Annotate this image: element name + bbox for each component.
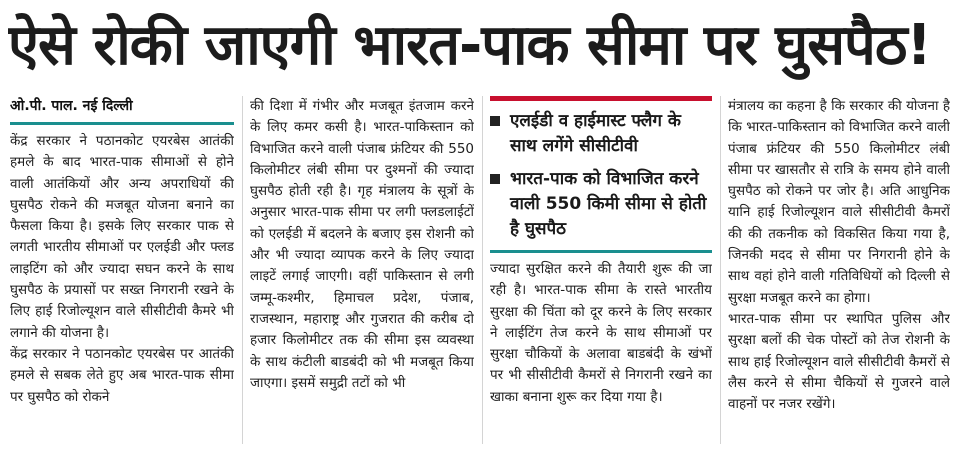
article-column-1: [10, 96, 234, 448]
column3-paragraph-1: ज्यादा सुरक्षित करने की तैयारी शुरू की जा रही है। भारत-पाक सीमा के रास्ते भारतीय सुरक्षा की चिंता को दूर करने के लिए सरकार ने लाईटिंग तेज करने के साथ सीमाओं पर सुरक्षा चौकियों के अलावा बाडबंदी के खंभों पर भी सीसीटीवी कैमरों से निगरानी रखने का खाका बनाना शुरू कर दिया गया है।: [490, 261, 712, 405]
article-column-2: [250, 96, 474, 448]
highlight-item: [490, 167, 712, 242]
highlight-text-1: एलईडी व हाईमास्ट फ्लैग के साथ लगेंगे सीसीटीवी: [510, 111, 681, 156]
article-column-3: [490, 96, 712, 448]
highlights-bottom-rule: [490, 250, 712, 253]
column-divider: [720, 96, 721, 444]
column-divider: [482, 96, 483, 444]
column4-paragraph-2: भारत-पाक सीमा पर स्थापित पुलिस और सुरक्षा बलों की चेक पोस्टों को तेज रोशनी के साथ हाई रिजोल्यूशन वाले सीसीटीवी कैमरों से लैस करने से सीमा चैकियों से गुजरने वाले वाहनों पर नजर रखेंगे।: [728, 310, 950, 413]
highlight-text-2: भारत-पाक को विभाजित करने वाली 550 किमी सीमा से होती है घुसपैठ: [510, 169, 707, 239]
column-divider: [242, 96, 243, 444]
highlight-item: [490, 109, 712, 159]
square-bullet-icon: [490, 116, 500, 126]
square-bullet-icon: [490, 174, 500, 184]
highlights-box: [490, 96, 712, 242]
byline: ओ.पी. पाल. नई दिल्ली: [10, 96, 234, 125]
column1-paragraph-2: केंद्र सरकार ने पठानकोट एयरबेस पर आतंकी हमले से सबक लेते हुए अब भारत-पाक सीमा पर घुसपैठ को रोकने: [10, 345, 234, 405]
headline: ऐसे रोकी जाएगी भारत-पाक सीमा पर घुसपैठ!: [8, 13, 931, 78]
column2-paragraph-1: की दिशा में गंभीर और मजबूत इंतजाम करने के लिए कमर कसी है। भारत-पाकिस्तान को विभाजित करने वाली पंजाब फ्रंटियर की 550 किलोमीटर लंबी सीमा पर दुश्मनों की ज्यादा घुसपैठ होती रही है। गृह मंत्रालय के सूत्रों के अनुसार भारत-पाक सीमा पर लगी फ्लडलाईटों को एलईडी में बदलने के बजाए इस रोशनी को और भी ज्यादा व्यापक करने के लिए ज्यादा लाइटें लगाई जाएगी। वहीं पाकिस्तान से लगी जम्मू-कश्मीर, हिमाचल प्रदेश, पंजाब, राजस्थान, महाराष्ट्र और गुजरात की करीब दो हजार किलोमीटर तक की सीमा इस व्यवस्था के साथ कंटीली बाडबंदी को भी मजबूत किया जाएगा। इसमें समुद्री तटों को भी: [250, 98, 474, 391]
column4-paragraph-1: मंत्रालय का कहना है कि सरकार की योजना है कि भारत-पाकिस्तान को विभाजित करने वाली पंजाब फ्रंटियर की 550 किलोमीटर लंबी सीमा पर खासतौर से रात्रि के समय होने वाली घुसपैठ को रोकने पर जोर है। अति आधुनिक यानि हाई रिजोल्यूशन वाले सीसीटीवी कैमरों की की तकनीक को विकसित किया गया है, जिनकी मदद से सीमा पर निगरानी होने के साथ वहां होने वाली गतिविधियों को दिल्ली से सुरक्षा मजबूत करने का होगा।: [728, 98, 950, 306]
article-column-4: [728, 96, 950, 448]
column1-paragraph-1: केंद्र सरकार ने पठानकोट एयरबेस आतंकी हमले के बाद भारत-पाक सीमाओं से होने वाली आतंकियों और अन्य अपराधियों की घुसपैठ रोकने की मजबूत योजना बनाने का फैसला किया है। इसके लिए सरकार पाक से लगती भारतीय सीमाओं पर एलईडी और फ्लड लाइटिंग को और ज्यादा सघन करने के साथ घुसपैठ के प्रयासों पर सख्त निगरानी रखने के लिए हाई रिजोल्यूशन वाले सीसीटीवी कैमरे भी लगाने की योजना है।: [10, 133, 234, 341]
